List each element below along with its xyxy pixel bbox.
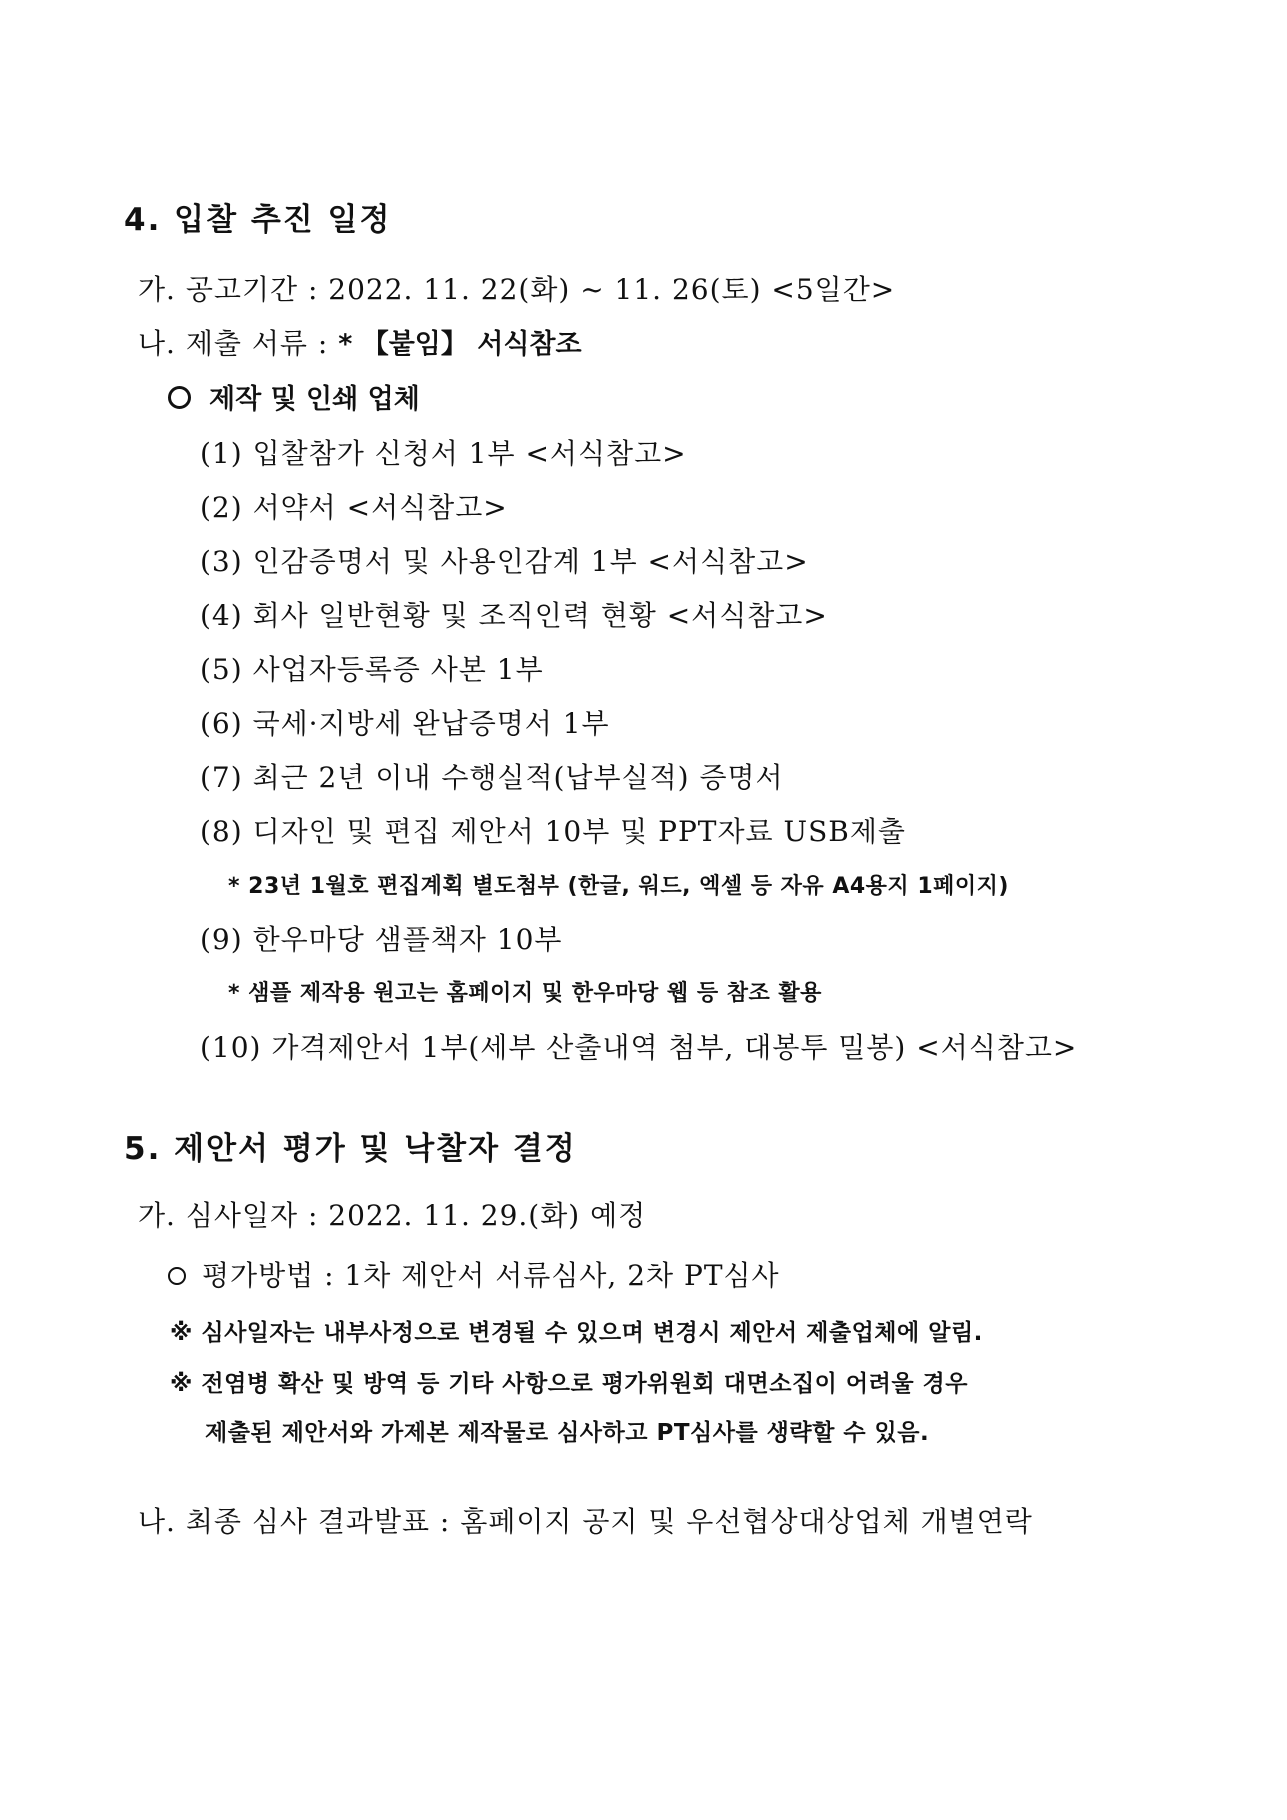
doc-item-1: (1) 입찰참가 신청서 1부 <서식참고> bbox=[200, 437, 687, 470]
section-5-na-final-result: 나. 최종 심사 결과발표 : 홈페이지 공지 및 우선협상대상업체 개별연락 bbox=[138, 1505, 1033, 1538]
submission-docs-label: 나. 제출 서류 : bbox=[138, 327, 339, 360]
open-circle-bullet-icon bbox=[168, 1267, 186, 1285]
section-5-ga-review-date: 가. 심사일자 : 2022. 11. 29.(화) 예정 bbox=[138, 1199, 647, 1232]
remark-epidemic-line-2: 제출된 제안서와 가제본 제작물로 심사하고 PT심사를 생략할 수 있음. bbox=[205, 1420, 930, 1446]
doc-item-3: (3) 인감증명서 및 사용인감계 1부 <서식참고> bbox=[200, 545, 809, 578]
doc-item-9: (9) 한우마당 샘플책자 10부 bbox=[200, 923, 563, 956]
doc-item-2: (2) 서약서 <서식참고> bbox=[200, 491, 508, 524]
sub-heading-label: 제작 및 인쇄 업체 bbox=[209, 384, 420, 415]
submission-docs-reference: * 【붙임】 서식참조 bbox=[338, 329, 582, 360]
section-4-na-submission-docs bbox=[138, 327, 582, 360]
doc-item-9-note: * 샘플 제작용 원고는 홈페이지 및 한우마당 웹 등 참조 활용 bbox=[228, 981, 822, 1006]
sub-heading-vendor bbox=[168, 386, 420, 413]
remark-review-date-change: ※ 심사일자는 내부사정으로 변경될 수 있으며 변경시 제안서 제출업체에 알림. bbox=[170, 1320, 983, 1346]
doc-item-4: (4) 회사 일반현황 및 조직인력 현황 <서식참고> bbox=[200, 599, 828, 632]
evaluation-method-text: 평가방법 : 1차 제안서 서류심사, 2차 PT심사 bbox=[202, 1259, 780, 1292]
open-circle-bullet-icon bbox=[168, 386, 191, 409]
doc-item-8: (8) 디자인 및 편집 제안서 10부 및 PPT자료 USB제출 bbox=[200, 815, 906, 848]
doc-item-5: (5) 사업자등록증 사본 1부 bbox=[200, 653, 544, 686]
doc-item-10: (10) 가격제안서 1부(세부 산출내역 첨부, 대봉투 밀봉) <서식참고> bbox=[200, 1031, 1078, 1064]
evaluation-method bbox=[168, 1259, 780, 1292]
section-4-ga-announcement-period: 가. 공고기간 : 2022. 11. 22(화) ~ 11. 26(토) <5일간> bbox=[138, 273, 896, 306]
section-4-title: 4. 입찰 추진 일정 bbox=[124, 202, 392, 238]
doc-item-7: (7) 최근 2년 이내 수행실적(납부실적) 증명서 bbox=[200, 761, 784, 794]
section-5-title: 5. 제안서 평가 및 낙찰자 결정 bbox=[124, 1131, 577, 1167]
remark-epidemic-line-1: ※ 전염병 확산 및 방역 등 기타 사항으로 평가위원회 대면소집이 어려울 경우 bbox=[170, 1371, 968, 1397]
doc-item-6: (6) 국세·지방세 완납증명서 1부 bbox=[200, 707, 610, 740]
doc-item-8-note: * 23년 1월호 편집계획 별도첨부 (한글, 워드, 엑셀 등 자유 A4용지 1페이지) bbox=[228, 874, 1009, 899]
